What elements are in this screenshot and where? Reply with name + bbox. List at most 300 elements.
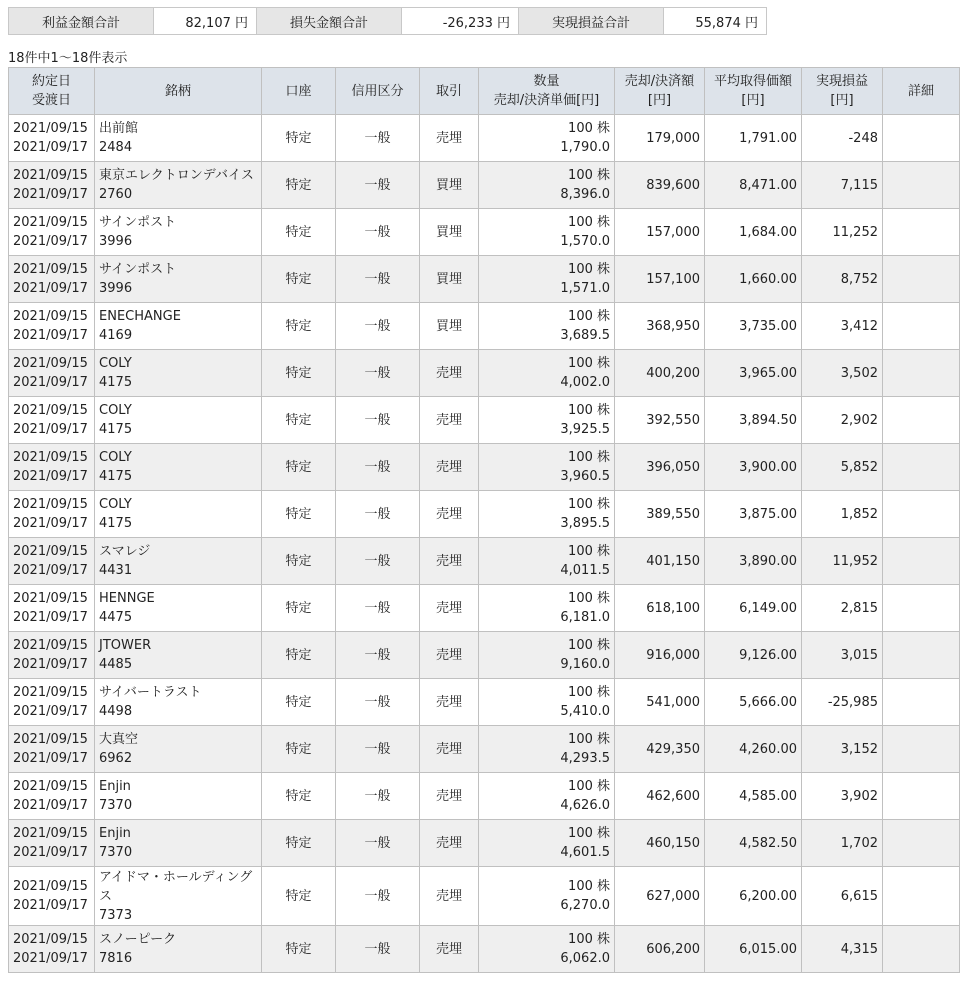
table-row [9, 115, 960, 162]
date-cell [9, 115, 95, 162]
stock-cell [95, 773, 262, 820]
quantity: 100 株 [568, 779, 610, 794]
stock-code: 3996 [99, 234, 133, 249]
detail-cell [883, 491, 960, 538]
detail-cell [883, 632, 960, 679]
unit-price: 4,601.5 [560, 845, 610, 860]
settle-date: 2021/09/17 [13, 187, 88, 202]
settle-date: 2021/09/17 [13, 328, 88, 343]
unit-price: 4,293.5 [560, 751, 610, 766]
header-detail: 詳細 [883, 68, 960, 115]
table-row [9, 632, 960, 679]
amount-cell: 606,200 [615, 926, 705, 973]
unit-price: 4,626.0 [560, 798, 610, 813]
header-pl: 実現損益 [円] [802, 68, 883, 115]
stock-name: スノーピーク [99, 932, 177, 947]
trade-date: 2021/09/15 [13, 309, 88, 324]
unit-price: 6,270.0 [560, 898, 610, 913]
credit-cell: 一般 [336, 162, 420, 209]
trade-date: 2021/09/15 [13, 685, 88, 700]
avg-cost-cell: 3,965.00 [705, 350, 802, 397]
settle-date: 2021/09/17 [13, 563, 88, 578]
quantity: 100 株 [568, 591, 610, 606]
quantity: 100 株 [568, 879, 610, 894]
trade-date: 2021/09/15 [13, 638, 88, 653]
stock-name: サインポスト [99, 262, 177, 277]
profit-total-value: 82,107 円 [154, 8, 257, 35]
qty-price-cell [479, 303, 615, 350]
qty-price-cell [479, 632, 615, 679]
qty-price-cell [479, 256, 615, 303]
credit-cell: 一般 [336, 538, 420, 585]
amount-cell: 179,000 [615, 115, 705, 162]
realized-pl-cell: 11,952 [802, 538, 883, 585]
loss-total-value: -26,233 円 [402, 8, 519, 35]
realized-pl-cell: 4,315 [802, 926, 883, 973]
trade-type-cell: 売埋 [420, 350, 479, 397]
account-cell: 特定 [262, 773, 336, 820]
amount-cell: 389,550 [615, 491, 705, 538]
stock-cell [95, 209, 262, 256]
stock-code: 4175 [99, 422, 133, 437]
stock-name: COLY [99, 497, 132, 512]
credit-cell: 一般 [336, 209, 420, 256]
stock-cell [95, 303, 262, 350]
loss-total-label: 損失金額合計 [257, 8, 402, 35]
credit-cell: 一般 [336, 679, 420, 726]
trade-date: 2021/09/15 [13, 544, 88, 559]
realized-pl-cell: 3,902 [802, 773, 883, 820]
table-row [9, 162, 960, 209]
trade-type-cell: 買埋 [420, 256, 479, 303]
table-row [9, 867, 960, 926]
account-cell: 特定 [262, 115, 336, 162]
qty-price-cell [479, 867, 615, 926]
account-cell: 特定 [262, 397, 336, 444]
table-row [9, 491, 960, 538]
avg-cost-cell: 3,875.00 [705, 491, 802, 538]
date-cell [9, 256, 95, 303]
quantity: 100 株 [568, 497, 610, 512]
stock-code: 4475 [99, 610, 133, 625]
realized-pl-cell: 1,852 [802, 491, 883, 538]
avg-cost-cell: 8,471.00 [705, 162, 802, 209]
quantity: 100 株 [568, 826, 610, 841]
qty-price-cell [479, 115, 615, 162]
amount-cell: 462,600 [615, 773, 705, 820]
stock-code: 4175 [99, 375, 133, 390]
amount-cell: 396,050 [615, 444, 705, 491]
settle-date: 2021/09/17 [13, 281, 88, 296]
header-amount: 売却/決済額 [円] [615, 68, 705, 115]
amount-cell: 916,000 [615, 632, 705, 679]
stock-name: COLY [99, 450, 132, 465]
stock-name: 出前館 [99, 121, 139, 136]
stock-cell [95, 444, 262, 491]
detail-cell [883, 444, 960, 491]
stock-code: 3996 [99, 281, 133, 296]
realized-pl-cell: 1,702 [802, 820, 883, 867]
stock-cell [95, 632, 262, 679]
trade-date: 2021/09/15 [13, 932, 88, 947]
quantity: 100 株 [568, 215, 610, 230]
realized-pl-cell: -248 [802, 115, 883, 162]
unit-price: 3,689.5 [560, 328, 610, 343]
avg-cost-cell: 3,890.00 [705, 538, 802, 585]
quantity: 100 株 [568, 544, 610, 559]
avg-cost-cell: 3,894.50 [705, 397, 802, 444]
header-row [9, 68, 960, 115]
quantity: 100 株 [568, 932, 610, 947]
stock-name: 大真空 [99, 732, 139, 747]
quantity: 100 株 [568, 732, 610, 747]
trade-type-cell: 買埋 [420, 209, 479, 256]
qty-price-cell [479, 820, 615, 867]
trade-date: 2021/09/15 [13, 168, 88, 183]
quantity: 100 株 [568, 638, 610, 653]
stock-cell [95, 585, 262, 632]
qty-price-cell [479, 585, 615, 632]
header-avg: 平均取得価額 [円] [705, 68, 802, 115]
avg-cost-cell: 9,126.00 [705, 632, 802, 679]
table-row [9, 350, 960, 397]
trade-type-cell: 売埋 [420, 773, 479, 820]
trade-type-cell: 売埋 [420, 538, 479, 585]
account-cell: 特定 [262, 679, 336, 726]
trade-type-cell: 売埋 [420, 679, 479, 726]
stock-code: 4498 [99, 704, 133, 719]
settle-date: 2021/09/17 [13, 375, 88, 390]
settle-date: 2021/09/17 [13, 751, 88, 766]
detail-cell [883, 926, 960, 973]
trade-type-cell: 売埋 [420, 115, 479, 162]
stock-code: 4431 [99, 563, 133, 578]
credit-cell: 一般 [336, 350, 420, 397]
table-row [9, 397, 960, 444]
trade-date: 2021/09/15 [13, 732, 88, 747]
realized-pl-cell: 5,852 [802, 444, 883, 491]
trade-type-cell: 買埋 [420, 303, 479, 350]
stock-cell [95, 867, 262, 926]
date-cell [9, 162, 95, 209]
detail-cell [883, 209, 960, 256]
stock-cell [95, 820, 262, 867]
avg-cost-cell: 3,735.00 [705, 303, 802, 350]
stock-code: 7370 [99, 798, 133, 813]
settle-date: 2021/09/17 [13, 422, 88, 437]
detail-cell [883, 256, 960, 303]
unit-price: 9,160.0 [560, 657, 610, 672]
quantity: 100 株 [568, 685, 610, 700]
credit-cell: 一般 [336, 773, 420, 820]
unit-price: 8,396.0 [560, 187, 610, 202]
credit-cell: 一般 [336, 303, 420, 350]
stock-code: 7373 [99, 907, 133, 923]
stock-code: 2760 [99, 187, 133, 202]
table-row [9, 444, 960, 491]
realized-pl-cell: 3,412 [802, 303, 883, 350]
trade-type-cell: 売埋 [420, 820, 479, 867]
trade-date: 2021/09/15 [13, 215, 88, 230]
credit-cell: 一般 [336, 726, 420, 773]
qty-price-cell [479, 926, 615, 973]
account-cell: 特定 [262, 444, 336, 491]
unit-price: 1,571.0 [560, 281, 610, 296]
unit-price: 4,002.0 [560, 375, 610, 390]
amount-cell: 401,150 [615, 538, 705, 585]
date-cell [9, 585, 95, 632]
stock-name: HENNGE [99, 591, 155, 606]
qty-price-cell [479, 444, 615, 491]
avg-cost-cell: 1,660.00 [705, 256, 802, 303]
table-row [9, 585, 960, 632]
amount-cell: 368,950 [615, 303, 705, 350]
realized-pl-cell: 7,115 [802, 162, 883, 209]
stock-cell [95, 115, 262, 162]
date-cell [9, 303, 95, 350]
qty-price-cell [479, 350, 615, 397]
stock-name: サイバートラスト [99, 685, 202, 700]
stock-code: 7816 [99, 951, 133, 966]
unit-price: 1,790.0 [560, 140, 610, 155]
detail-cell [883, 726, 960, 773]
amount-cell: 618,100 [615, 585, 705, 632]
avg-cost-cell: 6,149.00 [705, 585, 802, 632]
stock-cell [95, 491, 262, 538]
stock-name: アイドマ・ホールディングス [99, 869, 253, 904]
account-cell: 特定 [262, 162, 336, 209]
realized-pl-cell: 2,815 [802, 585, 883, 632]
quantity: 100 株 [568, 309, 610, 324]
trade-date: 2021/09/15 [13, 591, 88, 606]
credit-cell: 一般 [336, 820, 420, 867]
table-row [9, 773, 960, 820]
table-row [9, 926, 960, 973]
account-cell: 特定 [262, 867, 336, 926]
credit-cell: 一般 [336, 926, 420, 973]
detail-cell [883, 397, 960, 444]
amount-cell: 157,100 [615, 256, 705, 303]
stock-cell [95, 162, 262, 209]
detail-cell [883, 585, 960, 632]
stock-code: 6962 [99, 751, 133, 766]
stock-cell [95, 726, 262, 773]
date-cell [9, 491, 95, 538]
stock-code: 4175 [99, 469, 133, 484]
table-row [9, 726, 960, 773]
stock-name: サインポスト [99, 215, 177, 230]
qty-price-cell [479, 773, 615, 820]
stock-name: JTOWER [99, 638, 152, 653]
account-cell: 特定 [262, 632, 336, 679]
detail-cell [883, 162, 960, 209]
date-cell [9, 773, 95, 820]
realized-pl-cell: 8,752 [802, 256, 883, 303]
header-credit: 信用区分 [336, 68, 420, 115]
qty-price-cell [479, 162, 615, 209]
quantity: 100 株 [568, 121, 610, 136]
date-cell [9, 350, 95, 397]
avg-cost-cell: 1,684.00 [705, 209, 802, 256]
qty-price-cell [479, 726, 615, 773]
detail-cell [883, 773, 960, 820]
trade-type-cell: 売埋 [420, 397, 479, 444]
avg-cost-cell: 3,900.00 [705, 444, 802, 491]
date-cell [9, 867, 95, 926]
amount-cell: 157,000 [615, 209, 705, 256]
trade-type-cell: 売埋 [420, 867, 479, 926]
stock-code: 4485 [99, 657, 133, 672]
account-cell: 特定 [262, 491, 336, 538]
date-cell [9, 926, 95, 973]
avg-cost-cell: 4,260.00 [705, 726, 802, 773]
credit-cell: 一般 [336, 585, 420, 632]
realized-pl-cell: 3,015 [802, 632, 883, 679]
unit-price: 6,181.0 [560, 610, 610, 625]
date-cell [9, 820, 95, 867]
qty-price-cell [479, 491, 615, 538]
stock-code: 4169 [99, 328, 133, 343]
settle-date: 2021/09/17 [13, 657, 88, 672]
table-row [9, 303, 960, 350]
settle-date: 2021/09/17 [13, 798, 88, 813]
account-cell: 特定 [262, 303, 336, 350]
stock-cell [95, 538, 262, 585]
trade-history-table [8, 67, 960, 973]
result-count: 18件中1～18件表示 [8, 51, 128, 66]
settle-date: 2021/09/17 [13, 898, 88, 913]
stock-code: 4175 [99, 516, 133, 531]
stock-cell [95, 350, 262, 397]
account-cell: 特定 [262, 820, 336, 867]
summary-bar [8, 7, 767, 35]
amount-cell: 627,000 [615, 867, 705, 926]
settle-date: 2021/09/17 [13, 951, 88, 966]
date-cell [9, 397, 95, 444]
credit-cell: 一般 [336, 115, 420, 162]
trade-type-cell: 売埋 [420, 632, 479, 679]
profit-total-label: 利益金額合計 [9, 8, 154, 35]
header-dates: 約定日 受渡日 [9, 68, 95, 115]
detail-cell [883, 867, 960, 926]
unit-price: 5,410.0 [560, 704, 610, 719]
credit-cell: 一般 [336, 397, 420, 444]
stock-name: COLY [99, 356, 132, 371]
detail-cell [883, 303, 960, 350]
amount-cell: 400,200 [615, 350, 705, 397]
trade-type-cell: 売埋 [420, 491, 479, 538]
trade-date: 2021/09/15 [13, 826, 88, 841]
settle-date: 2021/09/17 [13, 516, 88, 531]
amount-cell: 541,000 [615, 679, 705, 726]
table-row [9, 820, 960, 867]
credit-cell: 一般 [336, 867, 420, 926]
date-cell [9, 538, 95, 585]
settle-date: 2021/09/17 [13, 610, 88, 625]
header-qty: 数量 売却/決済単価[円] [479, 68, 615, 115]
qty-price-cell [479, 538, 615, 585]
trade-type-cell: 売埋 [420, 926, 479, 973]
table-row [9, 538, 960, 585]
amount-cell: 392,550 [615, 397, 705, 444]
trade-type-cell: 売埋 [420, 444, 479, 491]
account-cell: 特定 [262, 256, 336, 303]
unit-price: 3,925.5 [560, 422, 610, 437]
unit-price: 4,011.5 [560, 563, 610, 578]
detail-cell [883, 820, 960, 867]
unit-price: 6,062.0 [560, 951, 610, 966]
settle-date: 2021/09/17 [13, 704, 88, 719]
table-row [9, 209, 960, 256]
realized-total-value: 55,874 円 [664, 8, 767, 35]
credit-cell: 一般 [336, 444, 420, 491]
trade-type-cell: 売埋 [420, 726, 479, 773]
unit-price: 1,570.0 [560, 234, 610, 249]
stock-name: スマレジ [99, 544, 151, 559]
realized-pl-cell: 6,615 [802, 867, 883, 926]
amount-cell: 460,150 [615, 820, 705, 867]
settle-date: 2021/09/17 [13, 469, 88, 484]
trade-type-cell: 売埋 [420, 585, 479, 632]
qty-price-cell [479, 679, 615, 726]
date-cell [9, 726, 95, 773]
credit-cell: 一般 [336, 256, 420, 303]
trade-date: 2021/09/15 [13, 356, 88, 371]
account-cell: 特定 [262, 209, 336, 256]
avg-cost-cell: 4,582.50 [705, 820, 802, 867]
date-cell [9, 444, 95, 491]
qty-price-cell [479, 209, 615, 256]
settle-date: 2021/09/17 [13, 234, 88, 249]
account-cell: 特定 [262, 585, 336, 632]
trade-date: 2021/09/15 [13, 403, 88, 418]
detail-cell [883, 538, 960, 585]
avg-cost-cell: 4,585.00 [705, 773, 802, 820]
realized-total-label: 実現損益合計 [519, 8, 664, 35]
stock-name: Enjin [99, 826, 131, 841]
unit-price: 3,960.5 [560, 469, 610, 484]
stock-code: 7370 [99, 845, 133, 860]
trade-date: 2021/09/15 [13, 450, 88, 465]
table-row [9, 679, 960, 726]
stock-cell [95, 679, 262, 726]
trade-date: 2021/09/15 [13, 879, 88, 894]
account-cell: 特定 [262, 538, 336, 585]
header-name: 銘柄 [95, 68, 262, 115]
realized-pl-cell: 3,502 [802, 350, 883, 397]
detail-cell [883, 350, 960, 397]
date-cell [9, 632, 95, 679]
avg-cost-cell: 5,666.00 [705, 679, 802, 726]
avg-cost-cell: 1,791.00 [705, 115, 802, 162]
quantity: 100 株 [568, 262, 610, 277]
avg-cost-cell: 6,200.00 [705, 867, 802, 926]
detail-cell [883, 115, 960, 162]
realized-pl-cell: 11,252 [802, 209, 883, 256]
credit-cell: 一般 [336, 632, 420, 679]
quantity: 100 株 [568, 168, 610, 183]
trade-date: 2021/09/15 [13, 497, 88, 512]
detail-cell [883, 679, 960, 726]
settle-date: 2021/09/17 [13, 140, 88, 155]
date-cell [9, 679, 95, 726]
quantity: 100 株 [568, 403, 610, 418]
unit-price: 3,895.5 [560, 516, 610, 531]
avg-cost-cell: 6,015.00 [705, 926, 802, 973]
header-trade: 取引 [420, 68, 479, 115]
quantity: 100 株 [568, 356, 610, 371]
table-row [9, 256, 960, 303]
